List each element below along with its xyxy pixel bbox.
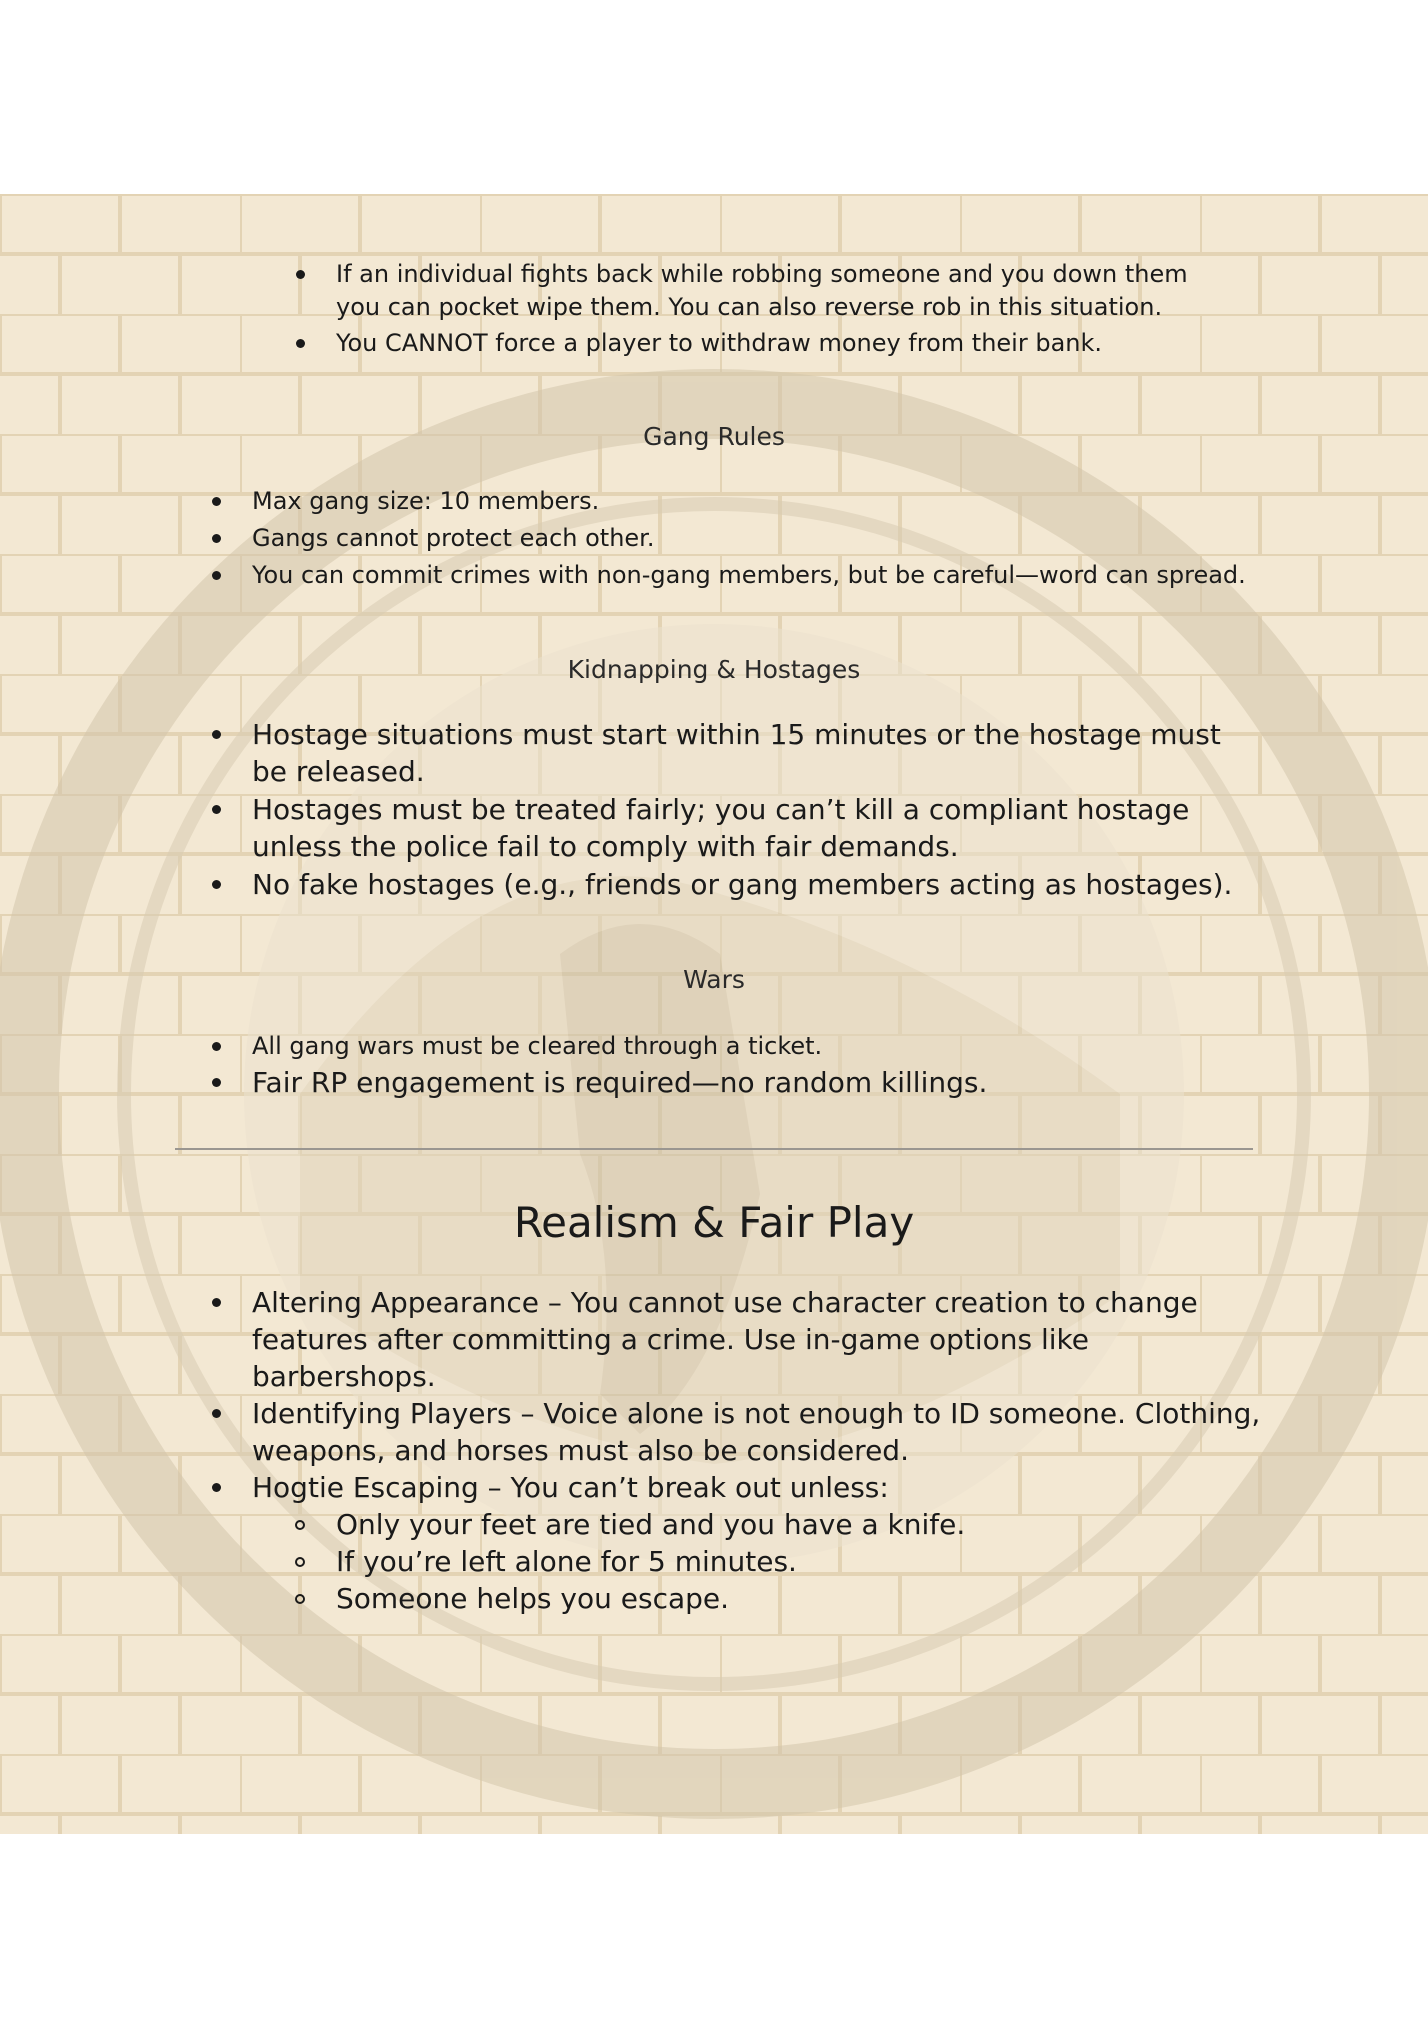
wars-list [252,1030,1262,1101]
list-item: Altering Appearance – You cannot use character creation to change features after committing a crime. Use in-game options like barbershops. [252,1286,1198,1393]
list-item: Gangs cannot protect each other. [252,524,655,552]
list-item: Fair RP engagement is required—no random killings. [252,1066,988,1099]
gang-rules-heading: Gang Rules [643,422,785,451]
list-item: You CANNOT force a player to withdraw money from their bank. [336,329,1103,357]
list-item: All gang wars must be cleared through a ticket. [252,1032,823,1060]
realism-section-title: Realism & Fair Play [513,1198,915,1247]
list-item: If an individual fights back while robbing someone and you down them you can pocket wipe them. You can also reverse rob in this situation. [336,260,1188,321]
hogtie-conditions-list [336,1506,1262,1617]
robbery-rules-list [336,258,1236,360]
list-item: Hostages must be treated fairly; you can’t kill a compliant hostage unless the police fail to comply with fair demands. [252,793,1190,863]
list-item: Only your feet are tied and you have a knife. [336,1508,966,1541]
list-item: Someone helps you escape. [336,1582,730,1615]
list-item: Identifying Players – Voice alone is not enough to ID someone. Clothing, weapons, and horses must also be considered. [252,1397,1261,1467]
list-item: Hogtie Escaping – You can’t break out unless: Only your feet are tied and you have a knife. If you’re left alone for 5 minutes. Someone helps you escape. [252,1469,1262,1617]
list-item: You can commit crimes with non-gang members, but be careful—word can spread. [252,561,1246,589]
gang-rules-list [252,485,1262,592]
list-item: If you’re left alone for 5 minutes. [336,1545,797,1578]
kidnapping-heading: Kidnapping & Hostages [567,655,861,684]
realism-list [252,1284,1262,1617]
kidnapping-list [252,716,1262,903]
list-item: No fake hostages (e.g., friends or gang members acting as hostages). [252,868,1233,901]
list-item: Hostage situations must start within 15 minutes or the hostage must be released. [252,718,1221,788]
section-divider [175,1148,1253,1150]
list-item: Max gang size: 10 members. [252,487,600,515]
wars-heading: Wars [683,965,745,994]
